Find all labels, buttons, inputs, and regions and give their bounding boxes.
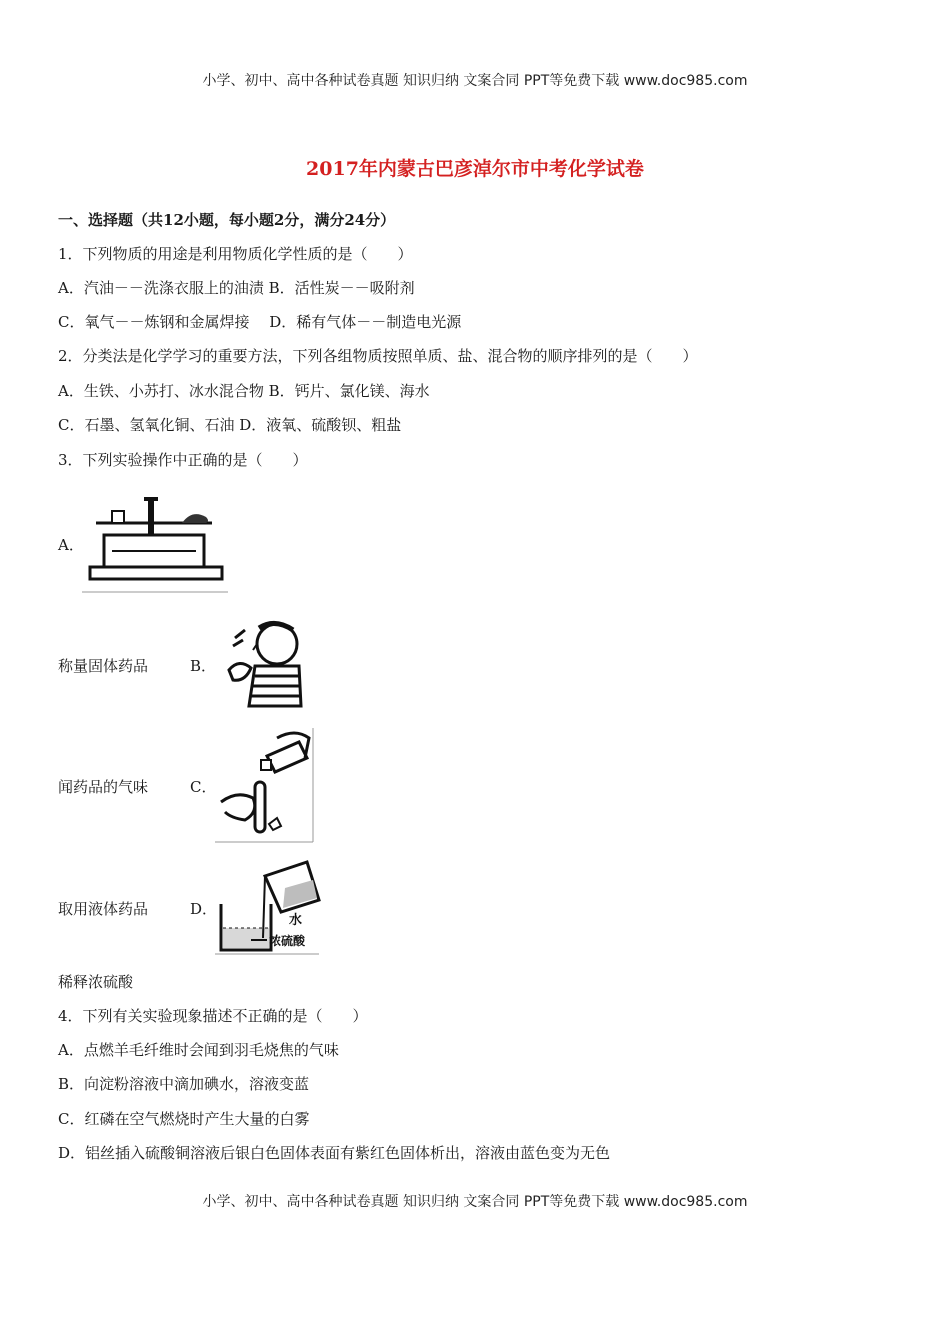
q3-option-d-caption: 稀释浓硫酸 bbox=[58, 973, 134, 991]
page-header: 小学、初中、高中各种试卷真题 知识归纳 文案合同 PPT等免费下载 www.doc985.com bbox=[202, 73, 748, 89]
water-label: 水 bbox=[289, 913, 303, 928]
q3-option-c-letter: C． bbox=[190, 778, 217, 796]
q1-stem: 1．下列物质的用途是利用物质化学性质的是（ ） bbox=[58, 245, 413, 263]
q3-option-a-letter: A． bbox=[58, 536, 84, 554]
balance-scale-figure bbox=[82, 495, 228, 593]
q4-option-d: D．铝丝插入硫酸铜溶液后银白色固体表面有紫红色固体析出，溶液由蓝色变为无色 bbox=[58, 1144, 611, 1162]
smelling-figure bbox=[215, 618, 305, 708]
pouring-liquid-figure bbox=[215, 728, 315, 844]
q4-option-b: B．向淀粉溶液中滴加碘水，溶液变蓝 bbox=[58, 1075, 310, 1093]
q1-options-cd: C．氧气－－炼钢和金属焊接 D．稀有气体－－制造电光源 bbox=[58, 313, 462, 331]
q3-option-a-caption: 称量固体药品 bbox=[58, 657, 149, 675]
diluting-acid-figure bbox=[215, 858, 321, 956]
q2-stem: 2．分类法是化学学习的重要方法，下列各组物质按照单质、盐、混合物的顺序排列的是（ ） bbox=[58, 347, 698, 365]
page-footer: 小学、初中、高中各种试卷真题 知识归纳 文案合同 PPT等免费下载 www.doc985.com bbox=[202, 1194, 748, 1210]
q3-option-d-letter: D． bbox=[190, 900, 218, 918]
q3-option-c-caption: 取用液体药品 bbox=[58, 900, 149, 918]
q3-stem: 3．下列实验操作中正确的是（ ） bbox=[58, 451, 308, 469]
q1-options-ab: A．汽油－－洗涤衣服上的油渍 B．活性炭－－吸附剂 bbox=[58, 279, 415, 297]
q4-stem: 4．下列有关实验现象描述不正确的是（ ） bbox=[58, 1007, 368, 1025]
section-heading: 一、选择题（共12小题，每小题2分，满分24分） bbox=[58, 211, 396, 229]
q3-option-b-letter: B． bbox=[190, 657, 217, 675]
q4-option-a: A．点燃羊毛纤维时会闻到羽毛烧焦的气味 bbox=[58, 1041, 339, 1059]
page-title: 2017年内蒙古巴彦淖尔市中考化学试卷 bbox=[306, 158, 644, 180]
acid-label: 浓硫酸 bbox=[269, 934, 306, 948]
q2-options-cd: C．石墨、氢氧化铜、石油 D．液氧、硫酸钡、粗盐 bbox=[58, 416, 402, 434]
q2-options-ab: A．生铁、小苏打、冰水混合物 B．钙片、氯化镁、海水 bbox=[58, 382, 430, 400]
q3-option-b-caption: 闻药品的气味 bbox=[58, 778, 149, 796]
q4-option-c: C．红磷在空气燃烧时产生大量的白雾 bbox=[58, 1110, 310, 1128]
